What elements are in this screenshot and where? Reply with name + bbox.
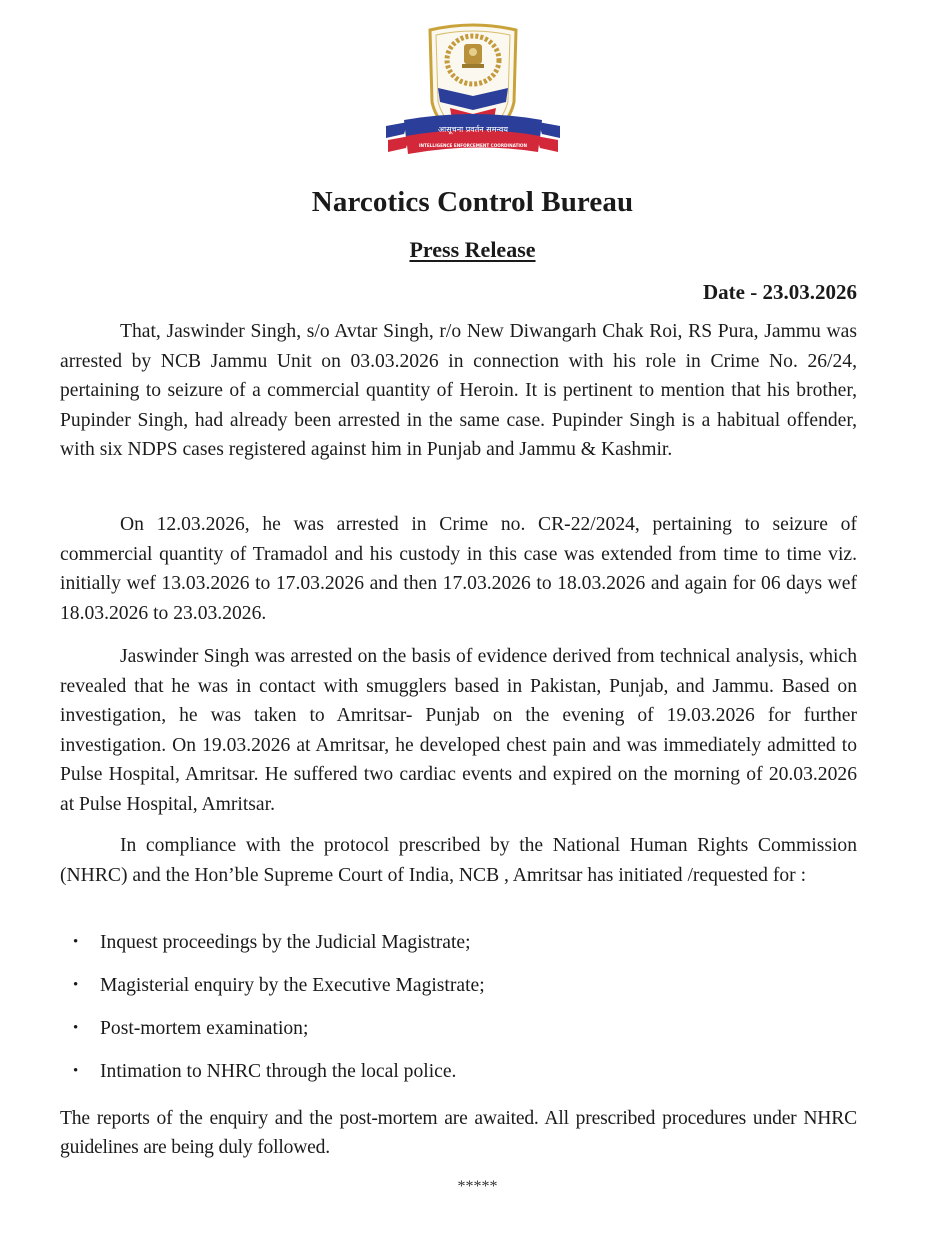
procedures-list [73, 932, 853, 1104]
svg-text:आसूचना प्रवर्तन समन्वय: आसूचना प्रवर्तन समन्वय [438, 125, 508, 134]
svg-text:INTELLIGENCE ENFORCEMENT COORD: INTELLIGENCE ENFORCEMENT COORDINATION [418, 143, 528, 148]
paragraph-investigation-death: Jaswinder Singh was arrested on the basis of evidence derived from technical analysis, which revealed that he was in contact with smugglers based in Pakistan, Punjab, and Jammu. Based on investigation, he was taken to Amritsar- Punjab on the evening of 19.03.2026 for further investigation. On 19.03.2026 at Amritsar, he developed chest pain and was immediately admitted to Pulse Hospital, Amritsar. He suffered two cardiac events and expired on the morning of 20.03.2026 at Pulse Hospital, Amritsar. [60, 646, 857, 815]
bullet-icon: • [73, 977, 79, 993]
list-item [73, 1061, 853, 1089]
org-title: Narcotics Control Bureau [311, 186, 634, 218]
bullet-icon: • [73, 934, 79, 950]
list-item-text: Post-mortem examination; [100, 1018, 309, 1039]
paragraph-arrest-details: That, Jaswinder Singh, s/o Avtar Singh, r/o New Diwangarh Chak Roi, RS Pura, Jammu was arrested by NCB Jammu Unit on 03.03.2026 in connection with his role in Crime No. 26/24, pertaining to seizure of a commercial quantity of Heroin. It is pertinent to mention that his brother, Pupinder Singh, had already been arrested in the same case. Pupinder Singh is a habitual offender, with six NDPS cases registered against him in Punjab and Jammu & Kashmir. [60, 321, 857, 461]
list-item [73, 1018, 853, 1046]
end-marker: ***** [457, 1178, 498, 1195]
bullet-icon: • [73, 1063, 79, 1079]
ncb-logo [378, 22, 568, 172]
closing-paragraph: The reports of the enquiry and the post-mortem are awaited. All prescribed procedures under NHRC guidelines are being duly followed. [60, 1108, 857, 1158]
paragraph-nhrc-compliance: In compliance with the protocol prescribed by the National Human Rights Commission (NHRC) and the Hon’ble Supreme Court of India, NCB , Amritsar has initiated /requested for : [60, 835, 857, 886]
list-item-text: Magisterial enquiry by the Executive Magistrate; [100, 975, 485, 996]
list-item-text: Intimation to NHRC through the local police. [100, 1061, 457, 1082]
list-item-text: Inquest proceedings by the Judicial Magistrate; [100, 932, 471, 953]
list-item [73, 975, 853, 1003]
bullet-icon: • [73, 1020, 79, 1036]
press-release-label: Press Release [409, 237, 536, 262]
ncb-emblem-icon [378, 22, 568, 172]
paragraph-custody-details: On 12.03.2026, he was arrested in Crime no. CR-22/2024, pertaining to seizure of commercial quantity of Tramadol and his custody in this case was extended from time to time viz. initially wef 13.03.2026 to 17.03.2026 and then 17.03.2026 to 18.03.2026 and again for 06 days wef 18.03.2026 to 23.03.2026. [60, 514, 857, 624]
list-item [73, 932, 853, 960]
release-date: Date - 23.03.2026 [703, 280, 857, 304]
doc-type-heading [0, 237, 945, 263]
